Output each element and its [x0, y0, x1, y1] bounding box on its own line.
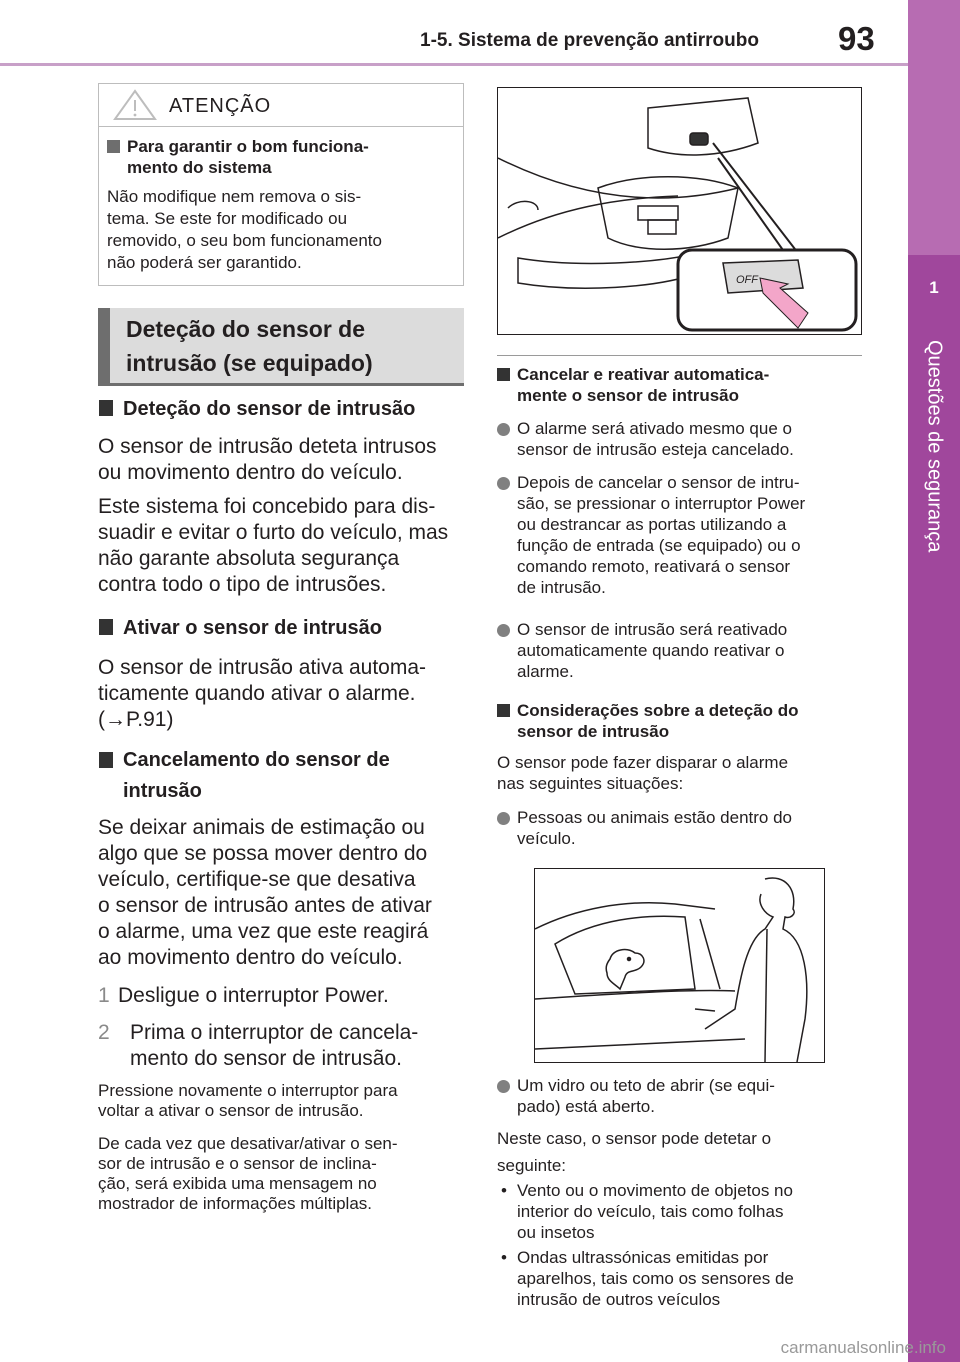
round-bullet-icon: [497, 477, 510, 490]
paragraph: [497, 1125, 867, 1179]
paragraph: [497, 752, 867, 794]
text-line: Depois de cancelar o sensor de intru-: [517, 473, 800, 492]
text-line: voltar a ativar o sensor de intrusão.: [98, 1101, 364, 1120]
text-line: comando remoto, reativará o sensor: [517, 557, 791, 576]
text-line: Ondas ultrassónicas emitidas por: [517, 1248, 769, 1267]
warning-subtitle-line: mento do sistema: [127, 158, 272, 177]
warning-body: [107, 186, 447, 274]
text-line: aparelhos, tais como os sensores de: [517, 1269, 794, 1288]
text-line: O sensor de intrusão deteta intrusos: [98, 435, 437, 458]
text-line: O sensor pode fazer disparar o alarme: [497, 753, 789, 772]
divider: [497, 355, 862, 356]
text-line: suadir e evitar o furto do veículo, mas: [98, 521, 449, 544]
text-line: algo que se possa mover dentro do: [98, 842, 428, 865]
step-number: 1: [98, 984, 110, 1007]
subheading: [497, 700, 867, 742]
paragraph: [98, 434, 468, 486]
note: [98, 1134, 468, 1214]
overhead-console-illustration: [497, 87, 862, 335]
square-bullet-icon: [99, 619, 113, 635]
warning-triangle-icon: [113, 89, 157, 121]
text-line: pado) está aberto.: [517, 1097, 655, 1116]
text-line: Se deixar animais de estimação ou: [98, 816, 425, 839]
subheading-text: Considerações sobre a deteção do: [517, 701, 799, 720]
text-line: são, se pressionar o interruptor Power: [517, 494, 806, 513]
text-line: sor de intrusão e o sensor de inclina-: [98, 1154, 377, 1173]
text-line: Pressione novamente o interruptor para: [98, 1081, 398, 1100]
text-line: função de entrada (se equipado) ou o: [517, 536, 801, 555]
text-line: Pessoas ou animais estão dentro do: [517, 808, 793, 827]
square-bullet-icon: [99, 400, 113, 416]
subheading-text: mente o sensor de intrusão: [517, 386, 739, 405]
running-header-title: 1-5. Sistema de prevenção antirroubo: [420, 30, 759, 51]
section-heading-line: intrusão (se equipado): [126, 350, 373, 376]
warning-title: ATENÇÃO: [169, 95, 272, 117]
bullet-dot-icon: •: [501, 1248, 507, 1267]
text-line: ou insetos: [517, 1223, 595, 1242]
bullet-item: [497, 1075, 867, 1117]
chapter-number: 1: [908, 270, 960, 330]
text-line: intrusão de outros veículos: [517, 1290, 721, 1309]
paragraph: [98, 494, 468, 598]
text-line: automaticamente quando reativar o: [517, 641, 785, 660]
header-rule: [0, 63, 908, 66]
step-number: 2: [98, 1021, 110, 1044]
warning-header: [99, 84, 463, 127]
text-line: de intrusão.: [517, 578, 606, 597]
square-bullet-icon: [497, 368, 510, 381]
text-line: seguinte:: [497, 1156, 566, 1175]
text-line: Este sistema foi concebido para dis-: [98, 495, 436, 518]
bullet-item: [497, 472, 867, 598]
subheading-text: Cancelar e reativar automatica-: [517, 365, 770, 384]
round-bullet-icon: [497, 624, 510, 637]
page-reference-link[interactable]: (→P.91): [98, 708, 174, 731]
chapter-label: [905, 340, 960, 640]
text-line: Neste caso, o sensor pode detetar o: [497, 1129, 772, 1148]
text-line: contra todo o tipo de intrusões.: [98, 573, 387, 596]
step-text: Desligue o interruptor Power.: [118, 984, 389, 1007]
bullet-item: [497, 418, 867, 460]
step-text: Prima o interruptor de cancela-: [130, 1021, 419, 1044]
person-and-pet-near-vehicle-illustration: [535, 869, 824, 1062]
text-line: não garante absoluta segurança: [98, 547, 400, 570]
switch-off-label: OFF: [736, 274, 758, 286]
subheading-text: sensor de intrusão: [517, 722, 670, 741]
text-line: Vento ou o movimento de objetos no: [517, 1181, 793, 1200]
text-line: Um vidro ou teto de abrir (se equi-: [517, 1076, 775, 1095]
subheading: [99, 617, 469, 640]
text-line: o alarme, uma vez que este reagirá: [98, 920, 429, 943]
text-line: ao movimento dentro do veículo.: [98, 946, 403, 969]
subheading: [99, 398, 469, 421]
text-line: ou movimento dentro do veículo.: [98, 461, 403, 484]
square-bullet-icon: [107, 140, 120, 153]
text-line: veículo, certifique-se que desativa: [98, 868, 416, 891]
paragraph: [98, 655, 468, 733]
bullet-item: [497, 807, 867, 849]
text-line: mostrador de informações múltiplas.: [98, 1194, 373, 1213]
text-line: O sensor de intrusão ativa automa-: [98, 656, 427, 679]
text-line: O sensor de intrusão será reativado: [517, 620, 788, 639]
bullet-dot-icon: •: [501, 1181, 507, 1200]
section-heading-line: Deteção do sensor de: [126, 316, 366, 342]
intrusion-sensor-switch-illustration: [498, 88, 861, 334]
text-line: sensor de intrusão esteja cancelado.: [517, 440, 794, 459]
warning-body-line: tema. Se este for modificado ou: [107, 209, 348, 228]
warning-body-line: não poderá ser garantido.: [107, 253, 302, 272]
text-line: interior do veículo, tais como folhas: [517, 1202, 784, 1221]
step-text: mento do sensor de intrusão.: [130, 1047, 402, 1070]
warning-body-line: Não modifique nem remova o sis-: [107, 187, 362, 206]
subheading: [497, 364, 867, 406]
text-line: veículo.: [517, 829, 576, 848]
text-line: De cada vez que desativar/ativar o sen-: [98, 1134, 398, 1153]
subheading-text: intrusão: [123, 780, 202, 802]
text-line: o sensor de intrusão antes de ativar: [98, 894, 432, 917]
paragraph: [98, 815, 468, 971]
dash-item: [497, 1247, 867, 1310]
text-line: O alarme será ativado mesmo que o: [517, 419, 792, 438]
dash-item: [497, 1180, 867, 1243]
round-bullet-icon: [497, 1080, 510, 1093]
chapter-label-text: Questões de segurança: [923, 340, 946, 553]
section-heading: [98, 308, 464, 386]
text-line: ou destrancar as portas utilizando a: [517, 515, 787, 534]
round-bullet-icon: [497, 423, 510, 436]
warning-box: [98, 83, 464, 286]
text-line: alarme.: [517, 662, 574, 681]
square-bullet-icon: [497, 704, 510, 717]
square-bullet-icon: [99, 752, 113, 768]
step-1: [98, 983, 468, 1009]
note: [98, 1081, 468, 1121]
step-2: [98, 1020, 468, 1072]
subheading-text: Cancelamento do sensor de: [123, 749, 390, 771]
warning-subtitle-line: Para garantir o bom funciona-: [127, 137, 369, 156]
text-line: ticamente quando ativar o alarme.: [98, 682, 416, 705]
dog-in-car-illustration: [534, 868, 825, 1063]
chapter-side-tab-upper: [908, 0, 960, 255]
watermark: carmanualsonline.info: [780, 1338, 946, 1357]
warning-body-line: removido, o seu bom funcionamento: [107, 231, 382, 250]
subheading-text: Deteção do sensor de intrusão: [123, 398, 416, 420]
text-line: nas seguintes situações:: [497, 774, 684, 793]
text-line: ção, será exibida uma mensagem no: [98, 1174, 377, 1193]
round-bullet-icon: [497, 812, 510, 825]
bullet-item: [497, 619, 867, 682]
subheading: [99, 745, 469, 807]
warning-subtitle: [107, 136, 447, 178]
subheading-text: Ativar o sensor de intrusão: [123, 617, 382, 639]
page-number: 93: [838, 20, 875, 57]
